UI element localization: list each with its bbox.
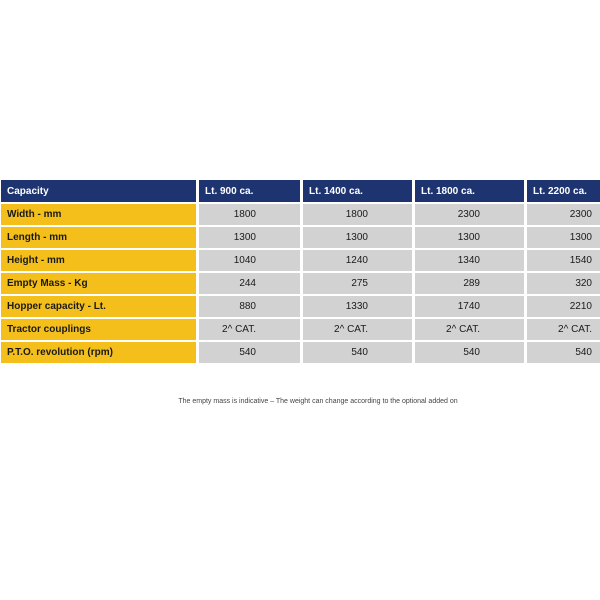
table-cell: 2300 [527, 204, 600, 225]
table-cell: 1540 [527, 250, 600, 271]
table-cell: 1340 [415, 250, 524, 271]
table-cell: 540 [303, 342, 412, 363]
table-cell: 2210 [527, 296, 600, 317]
table-cell: 540 [415, 342, 524, 363]
header-lt-2200: Lt. 2200 ca. [527, 180, 600, 202]
table-cell: 2^ CAT. [527, 319, 600, 340]
table-cell: 320 [527, 273, 600, 294]
footnote: The empty mass is indicative – The weight can change according to the optional added on [178, 398, 458, 405]
row-label: Tractor couplings [1, 319, 196, 340]
row-label: Hopper capacity - Lt. [1, 296, 196, 317]
header-lt-1400: Lt. 1400 ca. [303, 180, 412, 202]
table-cell: 540 [199, 342, 300, 363]
row-label: Width - mm [1, 204, 196, 225]
table-cell: 1330 [303, 296, 412, 317]
table-cell: 2^ CAT. [415, 319, 524, 340]
table-cell: 1040 [199, 250, 300, 271]
table-cell: 275 [303, 273, 412, 294]
row-label: Length - mm [1, 227, 196, 248]
table-row [1, 273, 600, 294]
table-row [1, 227, 600, 248]
table-cell: 2^ CAT. [199, 319, 300, 340]
table-cell: 2^ CAT. [303, 319, 412, 340]
table-cell: 2300 [415, 204, 524, 225]
table-cell: 289 [415, 273, 524, 294]
table-row [1, 342, 600, 363]
row-label: P.T.O. revolution (rpm) [1, 342, 196, 363]
table-row [1, 319, 600, 340]
table-cell: 1300 [527, 227, 600, 248]
table-cell: 1300 [415, 227, 524, 248]
row-label: Height - mm [1, 250, 196, 271]
header-row [1, 180, 600, 202]
table-cell: 1300 [199, 227, 300, 248]
table-cell: 1300 [303, 227, 412, 248]
header-lt-900: Lt. 900 ca. [199, 180, 300, 202]
table-cell: 540 [527, 342, 600, 363]
table-cell: 1800 [199, 204, 300, 225]
row-label: Empty Mass - Kg [1, 273, 196, 294]
table-row [1, 296, 600, 317]
table-cell: 1740 [415, 296, 524, 317]
header-capacity: Capacity [1, 180, 196, 202]
table-cell: 244 [199, 273, 300, 294]
table-cell: 1240 [303, 250, 412, 271]
table-cell: 880 [199, 296, 300, 317]
table-cell: 1800 [303, 204, 412, 225]
table-row [1, 250, 600, 271]
spec-table [0, 178, 600, 365]
header-lt-1800: Lt. 1800 ca. [415, 180, 524, 202]
table-row [1, 204, 600, 225]
